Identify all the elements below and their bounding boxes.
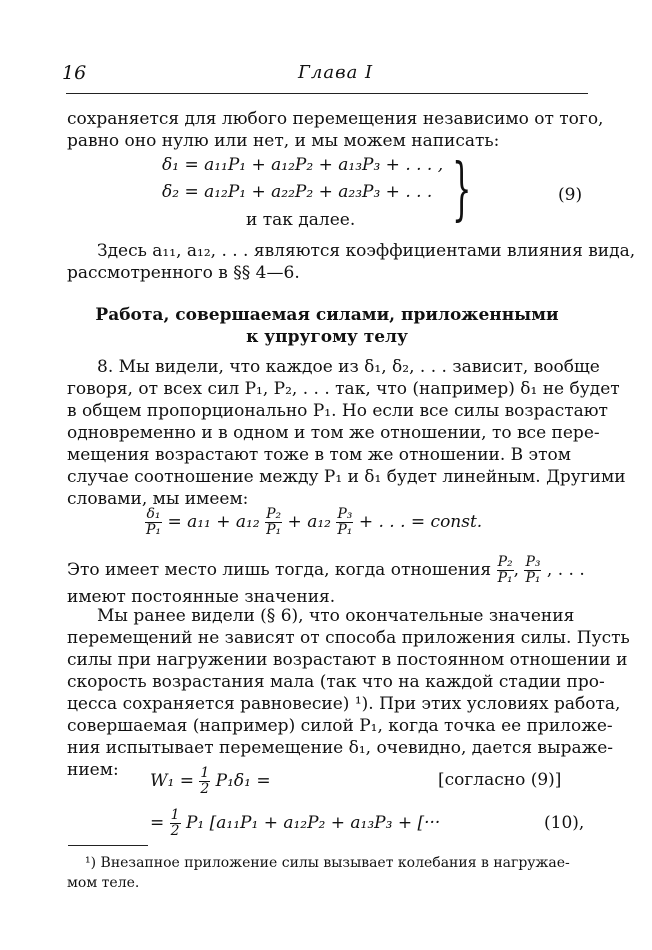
text-line: одновременно и в одном и том же отношении, то все пере-	[67, 423, 600, 443]
denominator: P₁	[146, 522, 162, 538]
term: =	[150, 813, 165, 833]
text-line: нием:	[67, 760, 119, 780]
text-line: ния испытывает перемещение δ₁, очевидно, дается выраже-	[67, 738, 614, 758]
text-line: совершаемая (например) силой P₁, когда точка ее приложе-	[67, 716, 613, 736]
term: P₁δ₁ =	[215, 771, 271, 791]
footnote	[67, 853, 587, 893]
paragraph-continuation	[67, 108, 604, 152]
page-number: 16	[62, 62, 87, 84]
footnote-rule	[68, 845, 148, 846]
text-line: силы при нагружении возрастают в постоянном отношении и	[67, 650, 628, 670]
term: P₁ [a₁₁P₁ + a₁₂P₂ + a₁₃P₃ + [···	[185, 813, 441, 833]
text-line: цесса сохраняется равновесие) ¹). При этих условиях работа,	[67, 694, 621, 714]
heading-line: к упругому телу	[246, 327, 408, 347]
text-line: словами, мы имеем:	[67, 489, 249, 509]
fraction	[524, 555, 541, 586]
paragraph-work	[67, 605, 630, 781]
text-line: мещения возрастают тоже в том же отношении. В этом	[67, 445, 571, 465]
section-heading	[67, 304, 587, 348]
fraction	[170, 808, 181, 839]
term: W₁ =	[150, 771, 194, 791]
text-line: равно оно нулю или нет, и мы можем написать:	[67, 131, 500, 151]
numerator: δ₁	[146, 506, 161, 522]
equation-9-number: (9)	[558, 185, 583, 205]
term: = a₁₁ + a₁₂	[167, 512, 260, 532]
fraction	[199, 766, 210, 797]
text-line: Это имеет место лишь тогда, когда отношения $\frac{\text{P₂}}{\text{P₁}}$ , $\frac{\text{P₃}}{\text{P₁}}$ , . . .	[67, 554, 585, 586]
paragraph-ratios	[67, 555, 587, 608]
text-line: Мы ранее видели (§ 6), что окончательные значения	[97, 606, 575, 626]
denominator: P₁	[525, 570, 541, 586]
running-header: Глава I	[298, 62, 374, 83]
equation-9-line-2: δ₂ = a₁₂P₁ + a₂₂P₂ + a₂₃P₃ + . . .	[162, 182, 433, 202]
text-line: сохраняется для любого перемещения независимо от того,	[67, 109, 604, 129]
denominator: 2	[200, 781, 210, 797]
right-brace: }	[452, 150, 472, 229]
equation-const	[145, 507, 482, 538]
fraction	[145, 507, 162, 538]
denominator: P₁	[497, 570, 513, 586]
fraction	[497, 555, 514, 586]
text-run: Это имеет место лишь тогда, когда отношения	[67, 560, 492, 580]
equation-10-note: [согласно (9)]	[438, 770, 562, 790]
heading-line: Работа, совершаемая силами, приложенными	[95, 305, 559, 325]
numerator: 1	[200, 765, 210, 781]
equation-9-line-1: δ₁ = a₁₁P₁ + a₁₂P₂ + a₁₃P₃ + . . . ,	[162, 155, 444, 175]
text-line: рассмотренного в §§ 4—6.	[67, 263, 300, 283]
equation-10-line-2	[150, 808, 440, 839]
equation-10-line-1	[150, 766, 271, 797]
numerator: P₂	[497, 554, 513, 570]
fraction	[265, 507, 282, 538]
fraction	[336, 507, 353, 538]
numerator: P₃	[337, 506, 353, 522]
footnote-line: ¹) Внезапное приложение силы вызывает колебания в нагружае-	[85, 855, 570, 871]
text-line: говоря, от всех сил P₁, P₂, . . . так, что (например) δ₁ не будет	[67, 379, 620, 399]
text-line: перемещений не зависят от способа приложения силы. Пусть	[67, 628, 630, 648]
text-line: скорость возрастания мала (так что на каждой стадии про-	[67, 672, 605, 692]
denominator: 2	[170, 823, 180, 839]
equation-9-line-3: и так далее.	[246, 210, 356, 230]
numerator: 1	[170, 807, 180, 823]
equation-10-number: (10),	[544, 813, 585, 833]
term: + a₁₂	[287, 512, 331, 532]
text-line: случае соотношение между P₁ и δ₁ будет линейным. Другими	[67, 467, 626, 487]
denominator: P₁	[266, 522, 282, 538]
term: + . . . = const.	[358, 512, 483, 532]
text-line: 8. Мы видели, что каждое из δ₁, δ₂, . . . зависит, вообще	[97, 357, 600, 377]
paragraph-8	[67, 356, 626, 510]
denominator: P₁	[337, 522, 353, 538]
numerator: P₂	[266, 506, 282, 522]
header-rule	[66, 93, 588, 94]
text-line: имеют постоянные значения.	[67, 587, 336, 607]
paragraph-coefficients	[67, 240, 636, 284]
text-line: в общем пропорционально P₁. Но если все силы возрастают	[67, 401, 608, 421]
numerator: P₃	[525, 554, 541, 570]
footnote-line: мом теле.	[67, 875, 140, 891]
text-line: Здесь a₁₁, a₁₂, . . . являются коэффициентами влияния вида,	[97, 241, 636, 261]
text-run: , . . .	[546, 560, 585, 580]
